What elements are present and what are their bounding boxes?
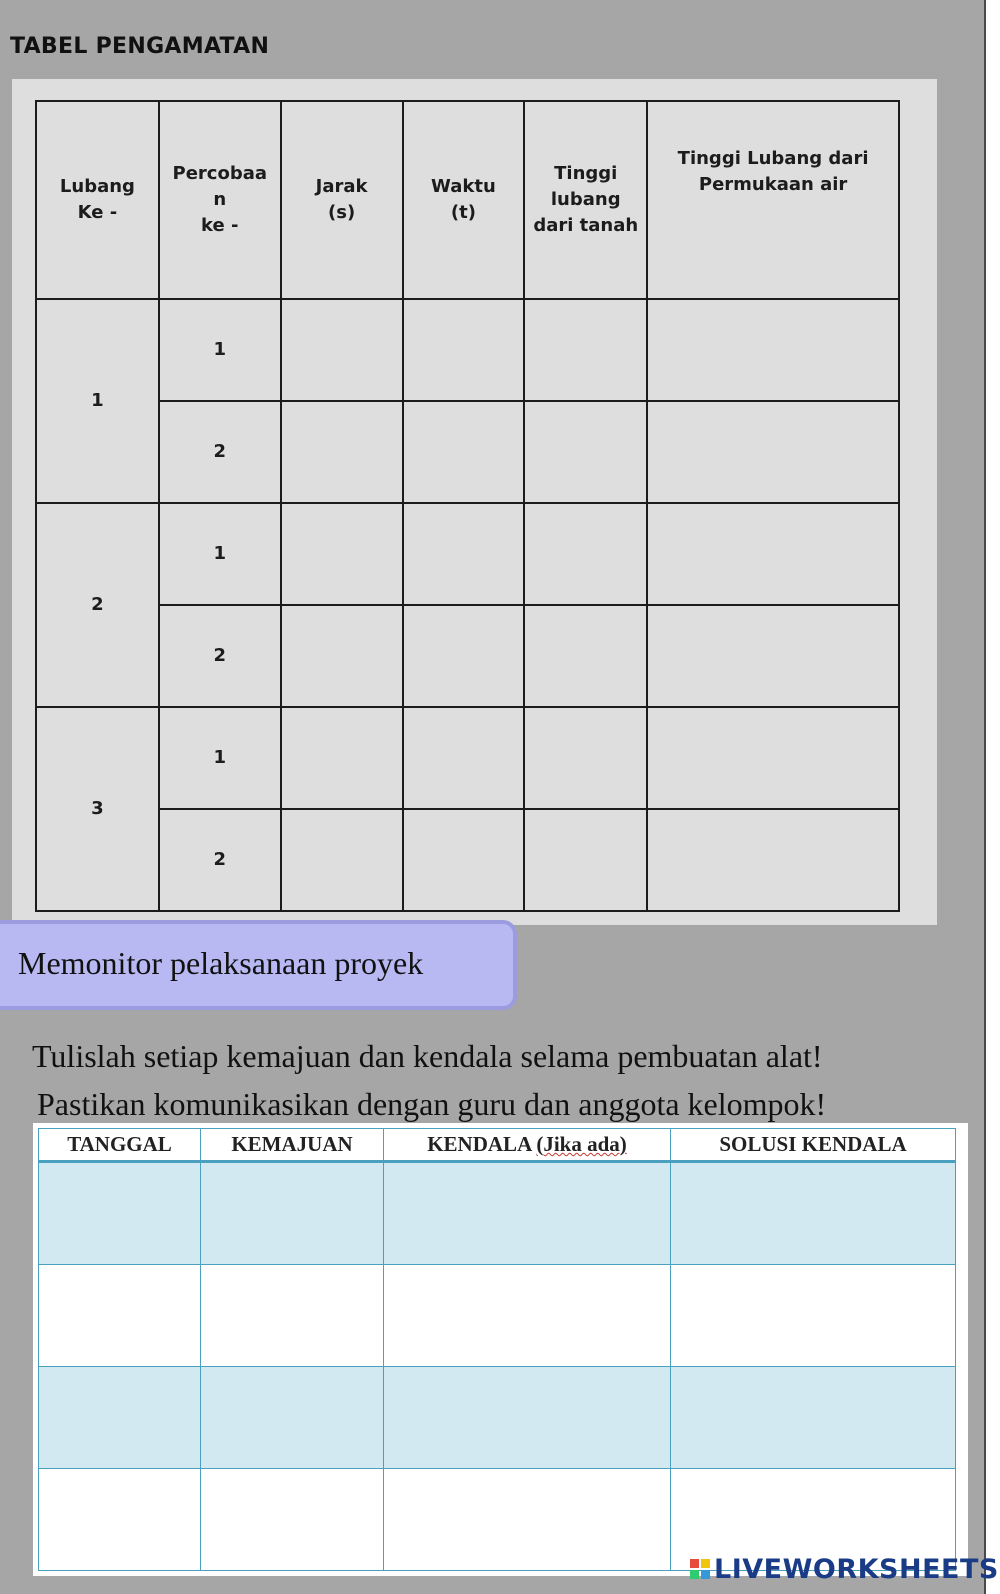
tinggi-air-input-cell[interactable] bbox=[647, 809, 899, 911]
jarak-input-cell[interactable] bbox=[281, 299, 403, 401]
trial-number-cell: 1 bbox=[159, 299, 281, 401]
observation-row bbox=[36, 299, 899, 401]
jarak-input-cell[interactable] bbox=[281, 605, 403, 707]
waktu-input-cell[interactable] bbox=[403, 707, 525, 809]
jarak-input-cell[interactable] bbox=[281, 401, 403, 503]
header-tanggal: TANGGAL bbox=[39, 1129, 201, 1162]
observation-header-row bbox=[36, 101, 899, 299]
tinggi-air-input-cell[interactable] bbox=[647, 299, 899, 401]
section-banner-text: Memonitor pelaksanaan proyek bbox=[18, 945, 424, 981]
jarak-input-cell[interactable] bbox=[281, 503, 403, 605]
tinggi-tanah-input-cell[interactable] bbox=[524, 809, 647, 911]
header-jarak: Jarak (s) bbox=[281, 101, 403, 299]
trial-number-cell: 1 bbox=[159, 503, 281, 605]
solusi-input-cell[interactable] bbox=[671, 1162, 956, 1265]
header-tinggi-lubang-dari-permukaan-air: Tinggi Lubang dari Permukaan air bbox=[647, 101, 899, 299]
jarak-input-cell[interactable] bbox=[281, 707, 403, 809]
tinggi-tanah-input-cell[interactable] bbox=[524, 299, 647, 401]
observation-row bbox=[36, 503, 899, 605]
tanggal-input-cell[interactable] bbox=[39, 1469, 201, 1571]
liveworksheets-logo bbox=[690, 1552, 999, 1586]
kemajuan-input-cell[interactable] bbox=[201, 1469, 384, 1571]
kemajuan-input-cell[interactable] bbox=[201, 1265, 384, 1367]
header-percobaan: Percobaa n ke - bbox=[159, 101, 281, 299]
logo-square-blue bbox=[701, 1570, 710, 1579]
tinggi-air-input-cell[interactable] bbox=[647, 605, 899, 707]
kendala-input-cell[interactable] bbox=[384, 1162, 671, 1265]
lubang-number-cell: 2 bbox=[36, 503, 159, 707]
waktu-input-cell[interactable] bbox=[403, 299, 525, 401]
trial-number-cell: 2 bbox=[159, 605, 281, 707]
progress-row bbox=[39, 1265, 956, 1367]
page-title: TABEL PENGAMATAN bbox=[10, 34, 270, 59]
header-kemajuan: KEMAJUAN bbox=[201, 1129, 384, 1162]
waktu-input-cell[interactable] bbox=[403, 503, 525, 605]
header-tinggi-lubang-dari-tanah: Tinggi lubang dari tanah bbox=[524, 101, 647, 299]
liveworksheets-logo-icon bbox=[690, 1559, 710, 1579]
header-waktu: Waktu (t) bbox=[403, 101, 525, 299]
observation-row bbox=[36, 809, 899, 911]
header-kendala-label: KENDALA bbox=[427, 1132, 532, 1156]
waktu-input-cell[interactable] bbox=[403, 401, 525, 503]
progress-table bbox=[38, 1128, 956, 1571]
lubang-number-cell: 3 bbox=[36, 707, 159, 911]
instruction-line-2: Pastikan komunikasikan dengan guru dan anggota kelompok! bbox=[37, 1086, 827, 1122]
kemajuan-input-cell[interactable] bbox=[201, 1367, 384, 1469]
logo-square-red bbox=[690, 1559, 699, 1568]
kendala-input-cell[interactable] bbox=[384, 1469, 671, 1571]
progress-header-row bbox=[39, 1129, 956, 1162]
progress-row bbox=[39, 1367, 956, 1469]
liveworksheets-logo-text: LIVEWORKSHEETS bbox=[714, 1553, 999, 1585]
tinggi-air-input-cell[interactable] bbox=[647, 707, 899, 809]
observation-row bbox=[36, 401, 899, 503]
waktu-input-cell[interactable] bbox=[403, 809, 525, 911]
tinggi-tanah-input-cell[interactable] bbox=[524, 503, 647, 605]
header-kendala bbox=[384, 1129, 671, 1162]
kendala-input-cell[interactable] bbox=[384, 1265, 671, 1367]
solusi-input-cell[interactable] bbox=[671, 1367, 956, 1469]
solusi-input-cell[interactable] bbox=[671, 1265, 956, 1367]
right-edge-line bbox=[984, 0, 986, 1594]
right-edge-strip bbox=[984, 0, 1000, 1594]
trial-number-cell: 1 bbox=[159, 707, 281, 809]
tinggi-tanah-input-cell[interactable] bbox=[524, 707, 647, 809]
logo-square-yellow bbox=[701, 1559, 710, 1568]
observation-row bbox=[36, 605, 899, 707]
kemajuan-input-cell[interactable] bbox=[201, 1162, 384, 1265]
tinggi-tanah-input-cell[interactable] bbox=[524, 605, 647, 707]
trial-number-cell: 2 bbox=[159, 401, 281, 503]
kendala-input-cell[interactable] bbox=[384, 1367, 671, 1469]
trial-number-cell: 2 bbox=[159, 809, 281, 911]
waktu-input-cell[interactable] bbox=[403, 605, 525, 707]
header-lubang: Lubang Ke - bbox=[36, 101, 159, 299]
observation-table bbox=[35, 100, 900, 912]
jarak-input-cell[interactable] bbox=[281, 809, 403, 911]
lubang-number-cell: 1 bbox=[36, 299, 159, 503]
tanggal-input-cell[interactable] bbox=[39, 1162, 201, 1265]
tinggi-air-input-cell[interactable] bbox=[647, 503, 899, 605]
tinggi-tanah-input-cell[interactable] bbox=[524, 401, 647, 503]
tanggal-input-cell[interactable] bbox=[39, 1367, 201, 1469]
logo-square-green bbox=[690, 1570, 699, 1579]
tinggi-air-input-cell[interactable] bbox=[647, 401, 899, 503]
observation-row bbox=[36, 707, 899, 809]
tanggal-input-cell[interactable] bbox=[39, 1265, 201, 1367]
header-kendala-note: (Jika ada) bbox=[536, 1132, 627, 1156]
instruction-line-1: Tulislah setiap kemajuan dan kendala selama pembuatan alat! bbox=[32, 1038, 823, 1074]
header-solusi-kendala: SOLUSI KENDALA bbox=[671, 1129, 956, 1162]
progress-row bbox=[39, 1162, 956, 1265]
